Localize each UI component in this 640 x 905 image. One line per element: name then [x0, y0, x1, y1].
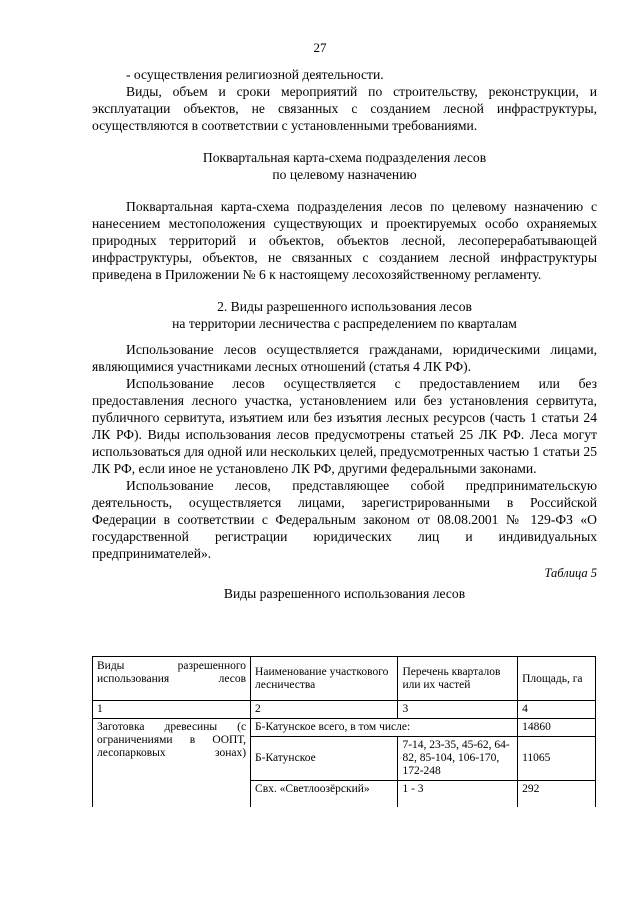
table-cell: 3	[398, 701, 518, 719]
paragraph: Использование лесов осуществляется с предоставлением или без предоставления лесного участка, установлением или без установления сервитута, публичного сервитута, изъятием или без изъятия лесных ресурсов (часть 1 статьи 24 ЛК РФ). Виды использования лесов предусмотрены статьей 25 ЛК РФ. Леса могут использоваться для одной или нескольких целей, предусмотренных частью 1 статьи 25 ЛК РФ, если иное не установлено ЛК РФ, другими федеральными законами.	[92, 376, 597, 476]
table-header-cell: Наименование участкового лесничества	[251, 657, 398, 701]
table-label: Таблица 5	[544, 566, 597, 580]
table-header-cell: Площадь, га	[518, 657, 596, 701]
table-cell: 1 - 3	[398, 781, 518, 808]
section-heading: на территории лесничества с распределением по кварталам	[172, 316, 517, 331]
table-cell: 1	[93, 701, 251, 719]
paragraph: Поквартальная карта-схема подразделения лесов по целевому назначению с нанесением местоположения существующих и проектируемых особо охраняемых природных территорий и объектов, объектов лесной, лесоперерабатывающей инфраструктуры, объектов, не связанных с созданием лесной инфраструктуры приведена в Приложении № 6 к настоящему лесохозяйственному регламенту.	[92, 199, 597, 282]
table-title: Виды разрешенного использования лесов	[223, 586, 466, 601]
table-cell: Б-Катунское	[251, 737, 398, 781]
uses-table	[92, 656, 596, 807]
paragraph: Виды, объем и сроки мероприятий по строительству, реконструкции, и эксплуатации объектов, не связанных с созданием лесной инфраструктуры, осуществляются в соответствии с установленными требованиями.	[92, 84, 597, 133]
table-cell: 7-14, 23-35, 45-62, 64-82, 85-104, 106-170, 172-248	[398, 737, 518, 781]
section-heading: 2. Виды разрешенного использования лесов	[217, 299, 472, 314]
table-cell: Свх. «Светлоозёрский»	[251, 781, 398, 808]
table-cell: 14860	[518, 719, 596, 737]
table-header-cell: Виды разрешенного использования лесов	[93, 657, 251, 701]
document-body	[92, 66, 597, 602]
paragraph: - осуществления религиозной деятельности.	[126, 67, 384, 82]
table-row	[93, 719, 596, 737]
table-cell: Заготовка древесины (с ограничениями в ООПТ, лесопарковых зонах)	[93, 719, 251, 808]
table-header-row	[93, 657, 596, 701]
paragraph: Использование лесов осуществляется гражданами, юридическими лицами, являющимися участниками лесных отношений (статья 4 ЛК РФ).	[92, 342, 597, 374]
section-heading: Поквартальная карта-схема подразделения лесов	[202, 150, 487, 165]
section-heading: по целевому назначению	[272, 167, 417, 182]
table-header-cell: Перечень кварталов или их частей	[398, 657, 518, 701]
paragraph: Использование лесов, представляющее собой предпринимательскую деятельность, осуществляется лицами, зарегистрированными в Российской Федерации в соответствии с Федеральным законом от 08.08.2001 № 129-ФЗ «О государственной регистрации юридических лиц и индивидуальных предпринимателей».	[92, 478, 597, 561]
table-cell: Б-Катунское всего, в том числе:	[251, 719, 518, 737]
table-cell: 2	[251, 701, 398, 719]
table-cell: 292	[518, 781, 596, 808]
page-number: 27	[313, 40, 327, 55]
table-cell: 11065	[518, 737, 596, 781]
table-cell: 4	[518, 701, 596, 719]
table-number-row	[93, 701, 596, 719]
